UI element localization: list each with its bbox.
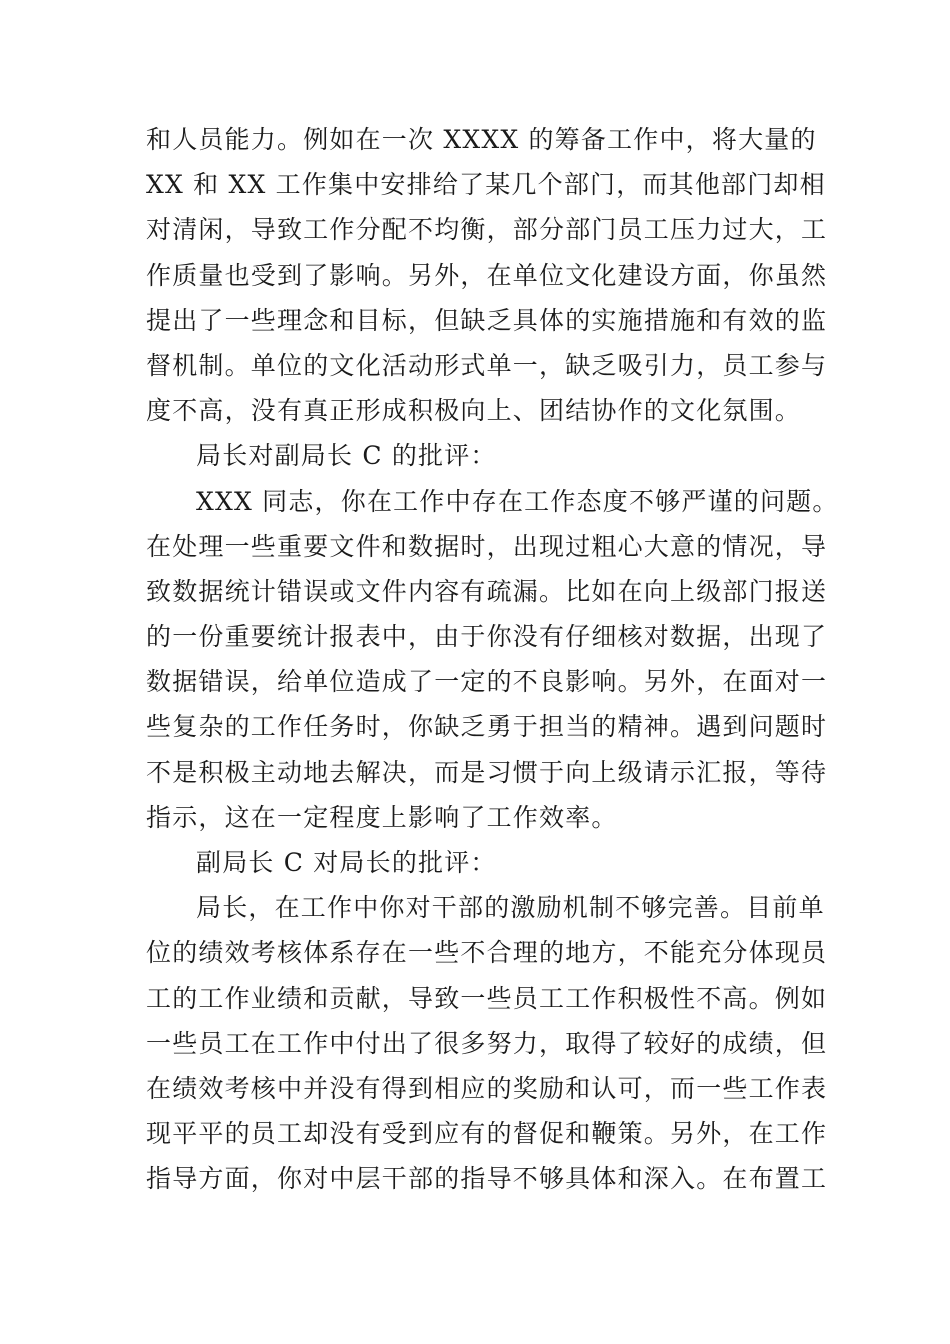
text-line: 的一份重要统计报表中，由于你没有仔细核对数据，出现了 <box>146 622 828 652</box>
text-line: 局长对副局长 C 的批评： <box>196 441 497 471</box>
text-line: 不是积极主动地去解决，而是习惯于向上级请示汇报，等待 <box>146 757 828 787</box>
text-line: 数据错误，给单位造成了一定的不良影响。另外，在面对一 <box>146 667 828 697</box>
text-line: 一些员工在工作中付出了很多努力，取得了较好的成绩，但 <box>146 1028 828 1058</box>
text-line: 提出了一些理念和目标，但缺乏具体的实施措施和有效的监 <box>146 305 828 335</box>
text-line: XX 和 XX 工作集中安排给了某几个部门，而其他部门却相 <box>146 170 826 200</box>
text-line: 些复杂的工作任务时，你缺乏勇于担当的精神。遇到问题时 <box>146 712 828 742</box>
text-line: 位的绩效考核体系存在一些不合理的地方，不能充分体现员 <box>146 938 828 968</box>
text-line: 局长，在工作中你对干部的激励机制不够完善。目前单 <box>196 893 825 923</box>
document-body <box>146 117 839 1202</box>
text-line: 对清闲，导致工作分配不均衡，部分部门员工压力过大，工 <box>146 215 828 245</box>
text-line: 在处理一些重要文件和数据时，出现过粗心大意的情况，导 <box>146 531 828 561</box>
text-line: 督机制。单位的文化活动形式单一，缺乏吸引力，员工参与 <box>146 350 828 380</box>
text-line: 作质量也受到了影响。另外，在单位文化建设方面，你虽然 <box>146 260 828 290</box>
text-line: 度不高，没有真正形成积极向上、团结协作的文化氛围。 <box>146 396 802 426</box>
text-line: 指导方面，你对中层干部的指导不够具体和深入。在布置工 <box>146 1164 828 1194</box>
text-line: 和人员能力。例如在一次 XXXX 的筹备工作中，将大量的 <box>146 125 817 154</box>
text-line: 现平平的员工却没有受到应有的督促和鞭策。另外，在工作 <box>146 1119 828 1149</box>
text-line: 致数据统计错误或文件内容有疏漏。比如在向上级部门报送 <box>146 576 828 606</box>
text-line: XXX 同志，你在工作中存在工作态度不够严谨的问题。 <box>196 486 839 516</box>
text-line: 指示，这在一定程度上影响了工作效率。 <box>146 802 618 832</box>
text-line: 在绩效考核中并没有得到相应的奖励和认可，而一些工作表 <box>146 1073 828 1103</box>
text-line: 工的工作业绩和贡献，导致一些员工工作积极性不高。例如 <box>146 983 828 1013</box>
text-line: 副局长 C 对局长的批评： <box>196 848 497 877</box>
